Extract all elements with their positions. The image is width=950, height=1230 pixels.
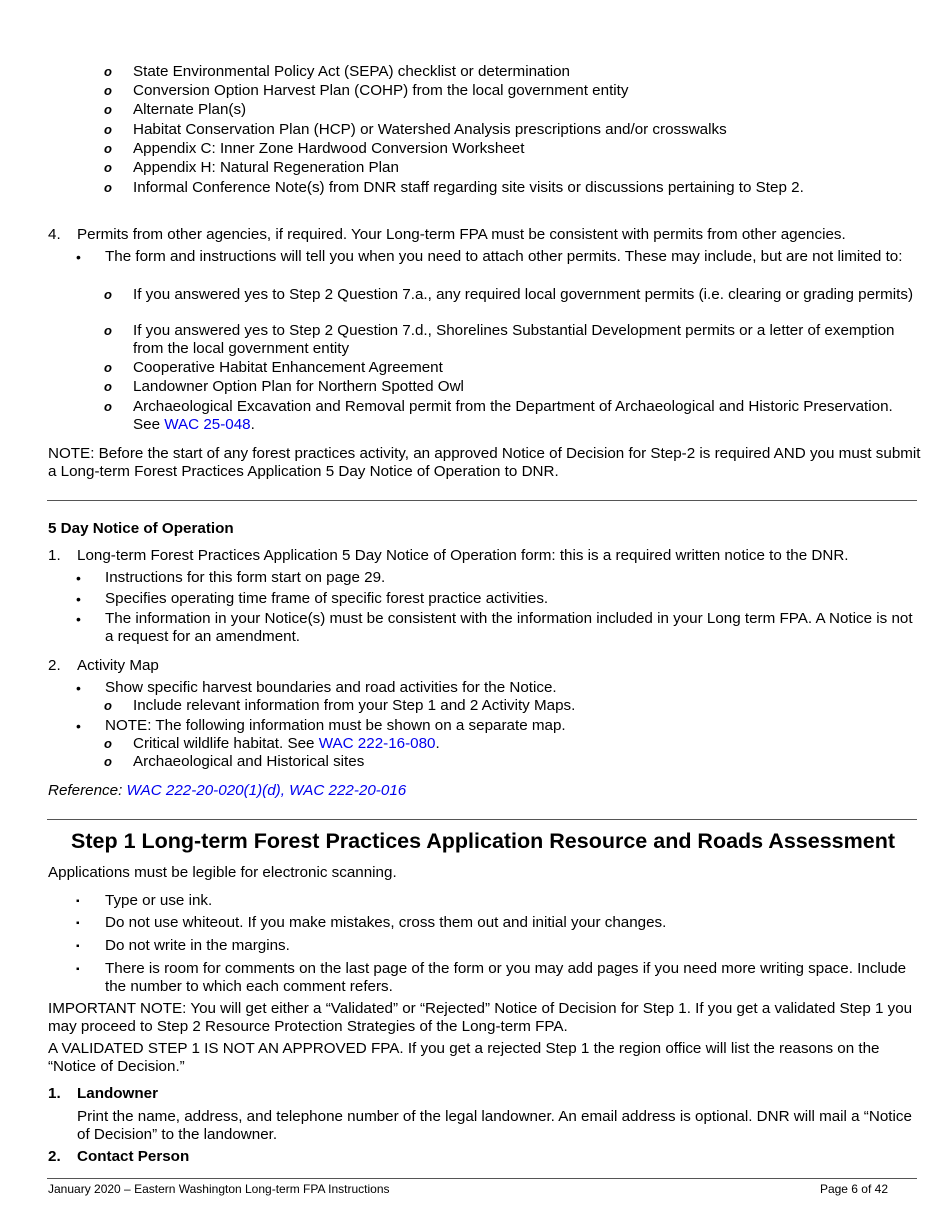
list-marker: o [104,360,112,375]
bullet-marker: ▪ [76,941,80,952]
step1-title: Step 1 Long-term Forest Practices Application Resource and Roads Assessment [71,829,895,853]
bullet-text: NOTE: The following information must be shown on a separate map. [105,717,566,734]
footer-divider [47,1178,917,1179]
item-title: Contact Person [77,1148,190,1165]
period: . [435,735,440,752]
bullet-text: Show specific harvest boundaries and road activities for the Notice. [105,679,557,696]
list-item-text: Archaeological and Historical sites [133,753,365,770]
list-marker: o [104,102,112,117]
bullet-text: Instructions for this form start on page 29. [105,569,386,586]
bullet-marker: ▪ [76,964,80,975]
bullet-marker: • [76,570,81,586]
list-item-text [133,398,923,434]
bullet-marker: • [76,591,81,607]
item-text: Permits from other agencies, if required. Your Long-term FPA must be consistent with permits from other agencies. [77,226,846,243]
list-marker: o [104,83,112,98]
list-marker: o [104,180,112,195]
landowner-text: Print the name, address, and telephone number of the legal landowner. An email address is optional. DNR will mail a “Notice of Decision” to the landowner. [77,1108,912,1143]
list-item-text: Cooperative Habitat Enhancement Agreement [133,359,443,376]
bullet-text: There is room for comments on the last page of the form or you may add pages if you need more writing space. Include the number to which each comment refers. [105,960,907,995]
habitat-text: Critical wildlife habitat. See [133,735,319,752]
bullet-marker: ▪ [76,896,80,907]
list-marker: o [104,399,112,414]
reference-label: Reference: [48,782,127,799]
list-item-text: Appendix H: Natural Regeneration Plan [133,159,399,176]
list-marker: o [104,122,112,137]
list-item-text [133,735,923,753]
list-item-text: If you answered yes to Step 2 Question 7.a., any required local government permits (i.e. clearing or grading permits) [133,286,914,303]
validated-note: A VALIDATED STEP 1 IS NOT AN APPROVED FPA. If you get a rejected Step 1 the region office will list the reasons on the “Notice of Decision.” [48,1040,880,1075]
bullet-text: Type or use ink. [105,892,213,909]
reference-link[interactable]: WAC 222-20-020(1)(d), WAC 222-20-016 [126,782,407,799]
important-note: IMPORTANT NOTE: You will get either a “Validated” or “Rejected” Notice of Decision for Step 1. If you get a validated Step 1 you may proceed to Step 2 Resource Protection Strategies of the Long-term FPA. [48,1000,913,1035]
step1-intro: Applications must be legible for electronic scanning. [48,864,397,881]
bullet-text: The form and instructions will tell you when you need to attach other permits. These may include, but are not limited to: [105,248,903,265]
list-marker: o [104,141,112,156]
list-marker: o [104,160,112,175]
bullet-marker: ▪ [76,918,80,929]
wac-222-16-080-link[interactable]: WAC 222-16-080 [318,735,436,752]
bullet-marker: • [76,249,81,265]
list-marker: o [104,736,112,751]
item-number: 2. [48,657,61,674]
list-item-text: Landowner Option Plan for Northern Spotted Owl [133,378,464,395]
list-marker: o [104,287,112,302]
item-text: Activity Map [77,657,159,674]
bullet-text: Do not write in the margins. [105,937,290,954]
item-text: Long-term Forest Practices Application 5 Day Notice of Operation form: this is a required written notice to the DNR. [77,547,849,564]
permit-text: Archaeological Excavation and Removal permit from the Department of Archaeological and Historic Preservation. See [133,398,893,433]
wac-25-048-link[interactable]: WAC 25-048 [164,416,251,433]
list-marker: o [104,323,112,338]
bullet-text: Do not use whiteout. If you make mistakes, cross them out and initial your changes. [105,914,667,931]
item-title: Landowner [77,1085,159,1102]
section-divider [47,819,917,820]
item-number: 4. [48,226,61,243]
list-item-text: Informal Conference Note(s) from DNR staff regarding site visits or discussions pertaining to Step 2. [133,179,804,196]
list-item-text: Habitat Conservation Plan (HCP) or Watershed Analysis prescriptions and/or crosswalks [133,121,727,138]
note-paragraph: NOTE: Before the start of any forest practices activity, an approved Notice of Decision for Step-2 is required AND you must submit a Long-term Forest Practices Application 5 Day Notice of Operation to DNR. [48,445,921,480]
bullet-marker: • [76,611,81,627]
bullet-marker: • [76,718,81,734]
bullet-marker: • [76,680,81,696]
page-number: Page 6 of 42 [819,1182,888,1196]
list-item-text: If you answered yes to Step 2 Question 7.d., Shorelines Substantial Development permits or a letter of exemption from the local government entity [133,322,895,357]
list-marker: o [104,64,112,79]
bullet-text: Specifies operating time frame of specific forest practice activities. [105,590,549,607]
item-number: 1. [48,1085,61,1102]
list-marker: o [104,698,112,713]
item-number: 2. [48,1148,61,1165]
bullet-text: The information in your Notice(s) must be consistent with the information included in your Long term FPA. A Notice is not a request for an amendment. [105,610,913,645]
list-item-text: Conversion Option Harvest Plan (COHP) from the local government entity [133,82,629,99]
list-item-text: Alternate Plan(s) [133,101,247,118]
reference-line [48,782,924,800]
list-marker: o [104,754,112,769]
item-number: 1. [48,547,61,564]
list-item-text: Appendix C: Inner Zone Hardwood Conversion Worksheet [133,140,525,157]
list-marker: o [104,379,112,394]
footer-left: January 2020 – Eastern Washington Long-term FPA Instructions [48,1182,390,1196]
list-item-text: Include relevant information from your Step 1 and 2 Activity Maps. [133,697,576,714]
section-divider [47,500,917,501]
notice-heading: 5 Day Notice of Operation [48,520,234,537]
period: . [250,416,255,433]
list-item-text: State Environmental Policy Act (SEPA) checklist or determination [133,63,570,80]
